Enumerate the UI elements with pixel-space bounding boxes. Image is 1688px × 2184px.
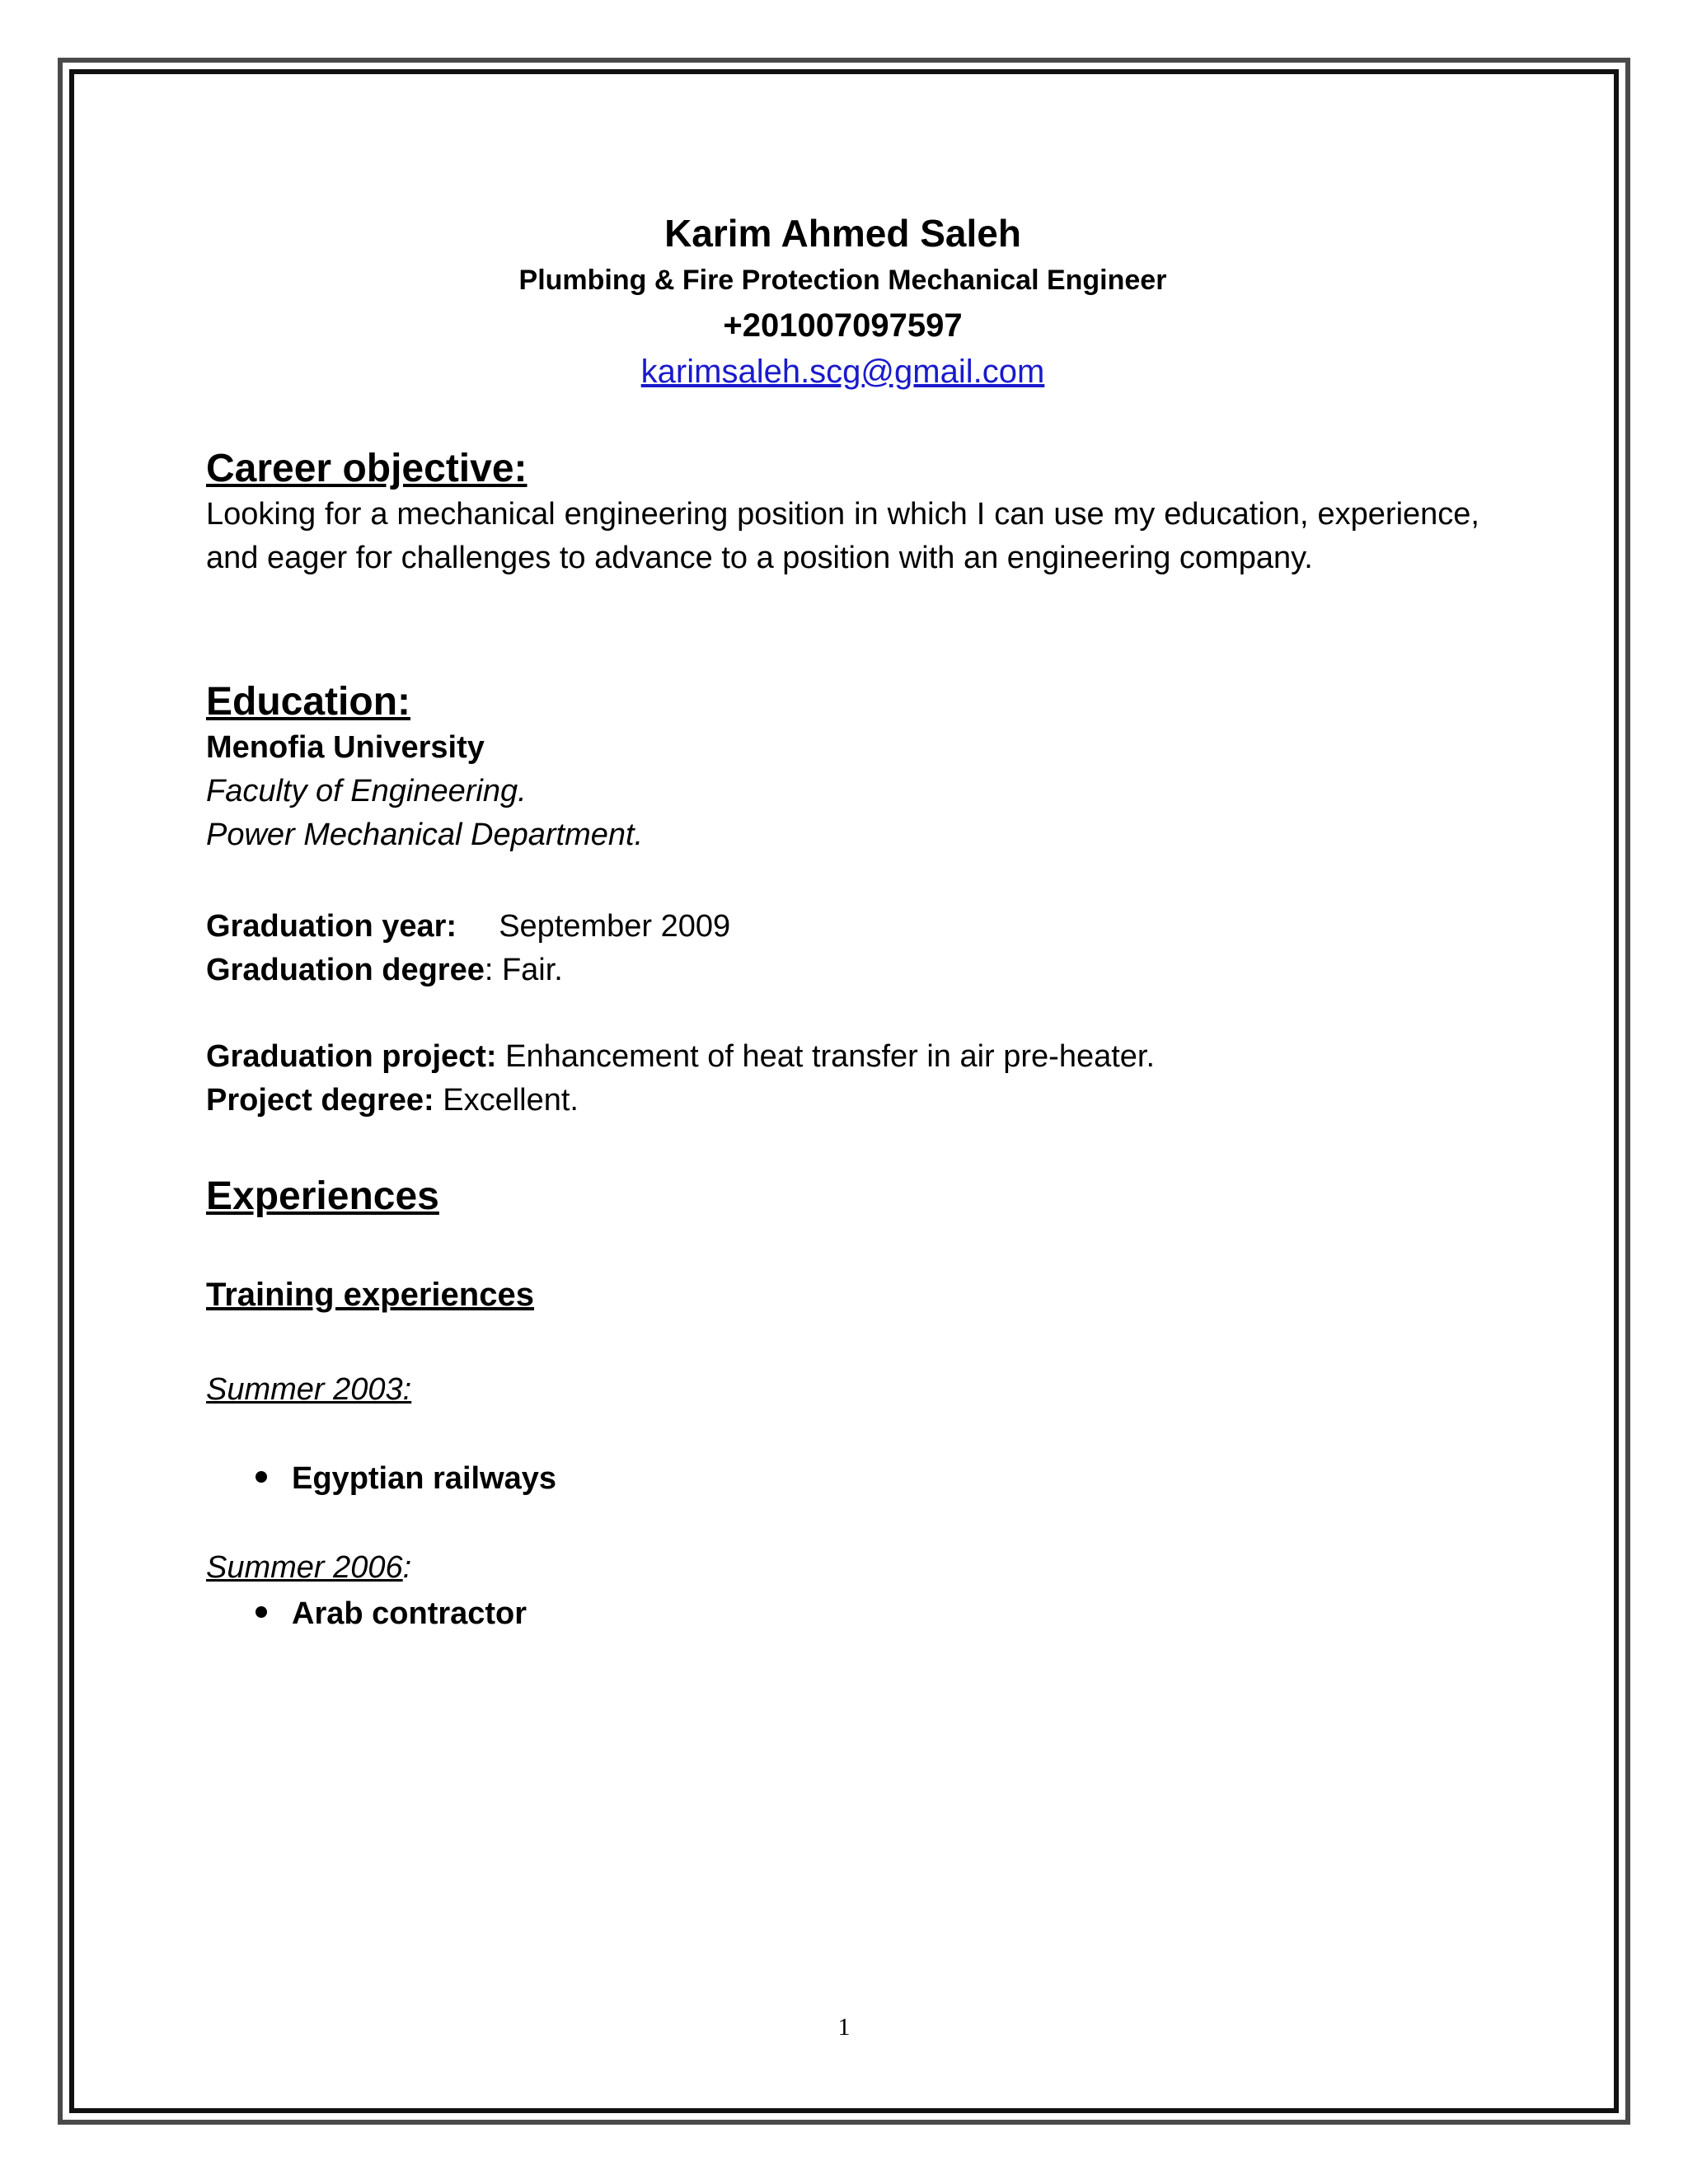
graduation-year-line [206, 905, 1479, 949]
graduation-year-value: September 2009 [499, 909, 731, 944]
summer-2006-line [206, 1546, 1479, 1590]
graduation-year-label: Graduation year: [206, 909, 457, 944]
summer-2006-label: Summer 2006 [206, 1550, 403, 1585]
candidate-email [206, 351, 1479, 392]
experiences-heading: Experiences [206, 1174, 439, 1218]
career-objective-heading: Career objective: [206, 447, 528, 490]
education-section [206, 678, 1479, 857]
university-name: Menofia University [206, 730, 485, 765]
summer-2006-colon: : [402, 1550, 412, 1585]
project-degree-label: Project degree: [206, 1083, 434, 1118]
list-item-2003 [256, 1458, 556, 1499]
graduation-degree-label: Graduation degree [206, 953, 485, 987]
career-objective-text: Looking for a mechanical engineering position in which I can use my education, experience, and eager for challenges to advance to a position with an engineering company. [206, 497, 1479, 575]
experiences-section [206, 1173, 1479, 1221]
department-name: Power Mechanical Department. [206, 818, 644, 852]
page-number: 1 [837, 2013, 851, 2041]
list-item-2006 [256, 1593, 527, 1634]
bullet-icon [256, 1471, 267, 1483]
career-objective-section [206, 445, 1479, 580]
project-degree-value: Excellent. [443, 1083, 579, 1118]
graduation-project-value: Enhancement of heat transfer in air pre-heater. [505, 1039, 1156, 1074]
training-experiences-heading: Training experiences [206, 1277, 534, 1313]
education-heading: Education: [206, 680, 410, 724]
training-experiences-subsection [206, 1274, 1479, 1315]
graduation-project-label: Graduation project: [206, 1039, 497, 1074]
email-link[interactable]: karimsaleh.scg@gmail.com [640, 354, 1045, 390]
list-item-2006-label: Arab contractor [292, 1596, 528, 1631]
candidate-title: Plumbing & Fire Protection Mechanical Engineer [518, 265, 1167, 296]
graduation-degree-line [206, 949, 1479, 992]
graduation-degree-value: : Fair. [484, 953, 563, 987]
summer-2003-label: Summer 2003: [206, 1372, 412, 1407]
candidate-phone: +201007097597 [723, 307, 963, 344]
project-degree-line [206, 1079, 1479, 1122]
list-item-2003-label: Egyptian railways [292, 1461, 557, 1496]
graduation-project-line [206, 1035, 1479, 1079]
candidate-name: Karim Ahmed Saleh [664, 212, 1021, 255]
faculty-name: Faculty of Engineering. [206, 774, 527, 808]
bullet-icon [256, 1606, 267, 1618]
